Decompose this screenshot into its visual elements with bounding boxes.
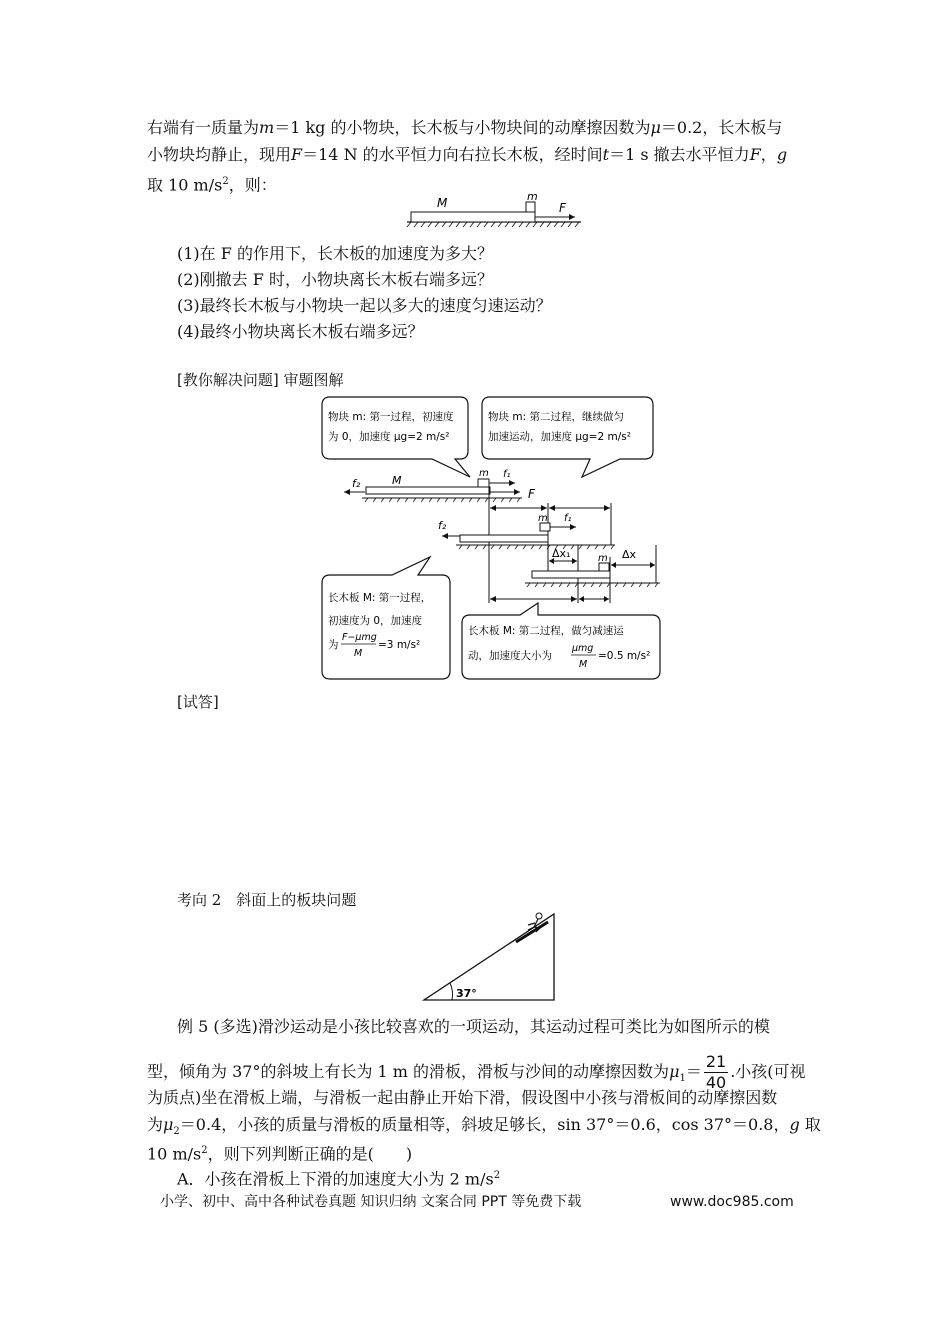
text: 为 bbox=[147, 1115, 164, 1134]
text: 取 10 m/s bbox=[147, 175, 223, 195]
question-3: (3)最终长木板与小物块一起以多大的速度匀速运动？ bbox=[177, 296, 552, 315]
block-row1 bbox=[478, 479, 489, 487]
bubble3-line2: 初速度为 0，加速度 bbox=[328, 615, 423, 627]
question-4: (4)最终小物块离长木板右端多远？ bbox=[177, 322, 424, 341]
footer-url[interactable]: www.doc985.com bbox=[670, 1194, 794, 1210]
example5-line-4 bbox=[147, 1115, 821, 1142]
long-board bbox=[411, 212, 535, 222]
text: ， bbox=[760, 145, 777, 164]
label-m: m bbox=[527, 190, 538, 203]
section-heading: 考向 2 斜面上的板块问题 bbox=[177, 891, 357, 909]
label-dx1: Δx₁ bbox=[552, 547, 571, 560]
question-1: (1)在 F 的作用下，长木板的加速度为多大？ bbox=[177, 244, 493, 263]
angle-label: 37° bbox=[456, 987, 477, 1000]
text: 小物块均静止，现用 bbox=[147, 145, 292, 164]
label-f2: f₂ bbox=[352, 477, 361, 490]
option-a bbox=[177, 1166, 500, 1189]
var-mu: μ bbox=[650, 118, 661, 137]
text: 10 m/s bbox=[147, 1144, 202, 1164]
var-mu1: μ bbox=[669, 1062, 680, 1081]
child-head bbox=[536, 913, 542, 919]
block-row2 bbox=[540, 523, 550, 531]
text: .小孩(可视 bbox=[730, 1062, 806, 1081]
bubble4-frac-num: μmg bbox=[572, 643, 594, 654]
label-m: m bbox=[598, 553, 608, 564]
bubble2-line2: 加速运动，加速度 μg=2 m/s² bbox=[488, 431, 631, 443]
ground-hatch bbox=[407, 222, 579, 227]
var-g: g bbox=[789, 1115, 800, 1134]
superscript: 2 bbox=[222, 176, 229, 187]
label-M: M bbox=[437, 196, 448, 210]
bubble3-frac-den: M bbox=[354, 648, 363, 659]
label-m: m bbox=[479, 468, 489, 479]
speech-bubble-4 bbox=[462, 603, 660, 679]
problem-line-1 bbox=[147, 118, 782, 138]
text: ＝1 s 撤去水平恒力 bbox=[609, 145, 750, 164]
problem-line-3 bbox=[147, 172, 277, 195]
try-answer-heading: [试答] bbox=[177, 693, 219, 711]
superscript: 2 bbox=[201, 1145, 208, 1156]
problem-line-2 bbox=[147, 145, 787, 165]
bubble4-frac-den: M bbox=[579, 659, 588, 670]
label-F: F bbox=[559, 201, 566, 215]
text: ＝14 N 的水平恒力向右拉长木板，经时间 bbox=[302, 145, 603, 164]
label-f1: f₁ bbox=[564, 513, 572, 524]
bubble3-line1: 长木板 M: 第一过程， bbox=[328, 592, 432, 604]
fraction-21-40 bbox=[704, 1052, 728, 1093]
label-m: m bbox=[538, 513, 548, 524]
label-f2: f₂ bbox=[438, 519, 447, 532]
bubble3-frac-num: F−μmg bbox=[342, 632, 377, 643]
subscript: 1 bbox=[679, 1073, 686, 1085]
var-m: m bbox=[259, 118, 275, 137]
label-f1: f₁ bbox=[503, 469, 511, 480]
bubble1-line1: 物块 m: 第一过程，初速度 bbox=[328, 411, 454, 423]
var-g: g bbox=[776, 145, 788, 164]
text: 右端有一质量为 bbox=[147, 118, 260, 137]
text: 型，倾角为 37°的斜坡上有长为 1 m 的滑板，滑板与沙间的动摩擦因数为 bbox=[147, 1062, 670, 1081]
small-block bbox=[526, 202, 535, 212]
block-row3 bbox=[599, 563, 609, 571]
text: ＝0.2，长木板与 bbox=[660, 118, 783, 137]
text: ，则下列判断正确的是( ) bbox=[207, 1144, 413, 1164]
bubble3-line3-pre: 为 bbox=[328, 639, 339, 651]
bubble1-line2: 为 0，加速度 μg=2 m/s² bbox=[328, 431, 450, 443]
footer-text: 小学、初中、高中各种试卷真题 知识归纳 文案合同 PPT 等免费下载 bbox=[160, 1194, 582, 1210]
text: ＝ bbox=[685, 1062, 702, 1081]
teach-heading: [教你解决问题] 审题图解 bbox=[177, 371, 344, 389]
board-row3 bbox=[532, 571, 610, 578]
var-mu2: μ bbox=[163, 1115, 174, 1134]
example5-line-5 bbox=[147, 1141, 412, 1164]
question-2: (2)刚撤去 F 时，小物块离长木板右端多远？ bbox=[177, 270, 493, 289]
text: A．小孩在滑板上下滑的加速度大小为 2 m/s bbox=[177, 1169, 494, 1189]
example5-line-1: 例 5 (多选)滑沙运动是小孩比较喜欢的一项运动，其运动过程可类比为如图所示的模 bbox=[177, 1017, 770, 1036]
var-t: t bbox=[602, 145, 610, 164]
superscript: 2 bbox=[493, 1170, 501, 1181]
var-F: F bbox=[749, 145, 761, 164]
bubble4-line2-pre: 动，加速度大小为 bbox=[468, 650, 552, 662]
bubble4-line1: 长木板 M: 第二过程，做匀减速运 bbox=[468, 625, 624, 637]
board-row2 bbox=[460, 535, 548, 542]
fraction-numerator: 21 bbox=[705, 1052, 727, 1071]
figure-incline bbox=[420, 910, 560, 1004]
text: 取 bbox=[799, 1115, 821, 1134]
example5-line-3: 为质点)坐在滑板上端，与滑板一起由静止开始下滑，假设图中小孩与滑板间的动摩擦因数 bbox=[147, 1088, 778, 1107]
text: ＝0.4，小孩的质量与滑板的质量相等，斜坡足够长，sin 37°＝0.6，cos 37°＝0.8， bbox=[179, 1115, 790, 1134]
text: ，则： bbox=[228, 175, 277, 195]
figure-board-block bbox=[405, 190, 585, 230]
label-F: F bbox=[528, 487, 535, 501]
subscript: 2 bbox=[173, 1126, 180, 1138]
analysis-diagram bbox=[320, 395, 665, 685]
label-dx: Δx bbox=[622, 548, 637, 561]
var-F: F bbox=[291, 145, 303, 164]
fraction-denominator: 40 bbox=[705, 1073, 727, 1092]
bubble3-line3-post: =3 m/s² bbox=[378, 639, 421, 651]
bubble4-line2-post: =0.5 m/s² bbox=[598, 650, 651, 662]
board-row1 bbox=[366, 487, 490, 494]
example5-line-2 bbox=[147, 1052, 806, 1093]
bubble2-line1: 物块 m: 第二过程，继续做匀 bbox=[488, 411, 624, 423]
text: ＝1 kg 的小物块，长木板与小物块间的动摩擦因数为 bbox=[274, 118, 651, 137]
label-M: M bbox=[392, 474, 402, 487]
